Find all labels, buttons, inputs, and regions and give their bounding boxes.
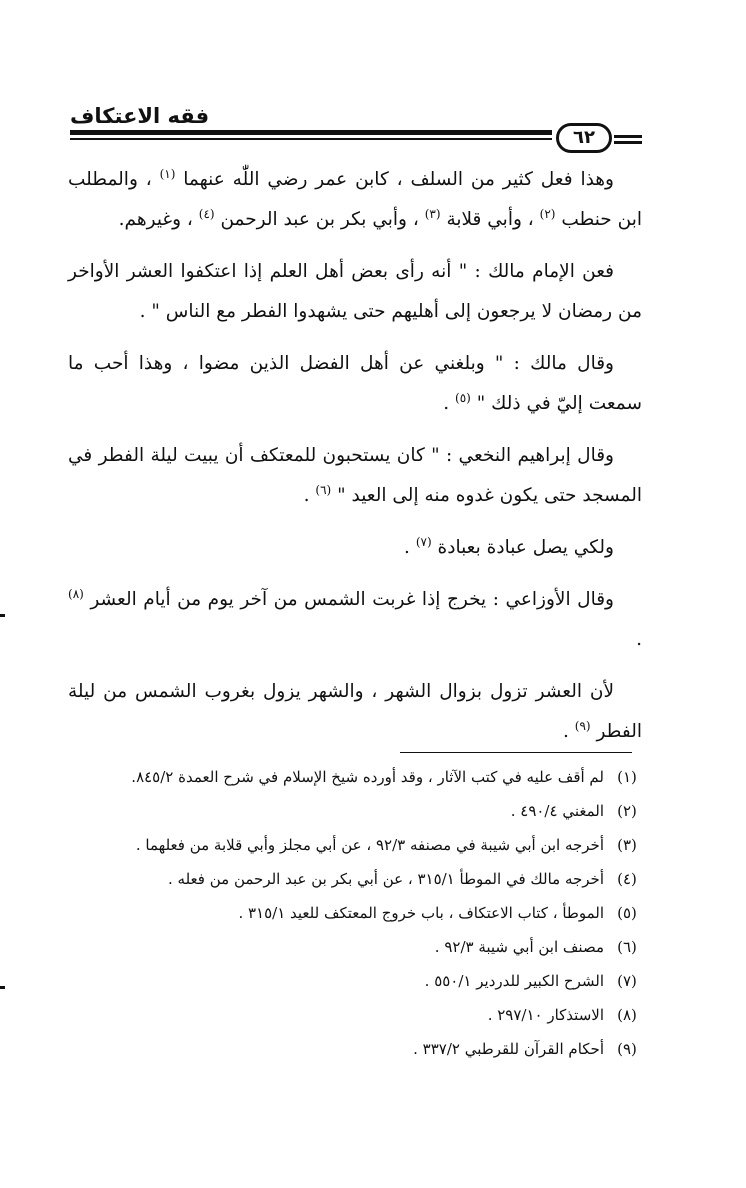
paragraph [68, 672, 642, 752]
footnote-number: (٣) [617, 836, 637, 854]
paragraph-text: وقال الأوزاعي : يخرج إذا غربت الشمس من آخر يوم من أيام العشر [90, 589, 614, 610]
paragraph-text: وهذا فعل كثير من السلف ، كابن عمر رضي اللّٰه عنهما [183, 169, 614, 190]
footnote-reference: (٢) [539, 206, 556, 221]
footnote-reference: (٩) [574, 718, 591, 733]
footnote-reference: (٣) [424, 206, 441, 221]
footnote [68, 896, 644, 930]
footnote-text: الموطأ ، كتاب الاعتكاف ، باب خروج المعتكف للعيد ٣١٥/١ . [238, 904, 604, 922]
footnote-text: مصنف ابن أبي شيبة ٩٢/٣ . [434, 938, 604, 956]
footnote [68, 964, 644, 998]
footnote-reference: (١) [159, 166, 176, 181]
header-rule [70, 130, 552, 135]
running-title: فقه الاعتكاف [70, 104, 210, 128]
paragraph-text: وقال إبراهيم النخعي : " كان يستحبون للمعتكف أن يبيت ليلة الفطر في المسجد حتى يكون غدوه منه إلى العيد " [68, 445, 642, 506]
footnote-reference: (٦) [315, 482, 332, 497]
footnote [68, 760, 644, 794]
paragraph-text: لأن العشر تزول بزوال الشهر ، والشهر يزول بغروب الشمس من ليلة الفطر [68, 681, 642, 742]
footnote [68, 828, 644, 862]
footnote-text: الشرح الكبير للدردير ٥٥٠/١ . [424, 972, 604, 990]
footnote-number: (٥) [617, 904, 637, 922]
footnote-number: (٦) [617, 938, 637, 956]
footnote-text: الاستذكار ٢٩٧/١٠ . [487, 1006, 604, 1024]
paragraph-end: . [636, 629, 642, 650]
paragraph-text: ، وغيرهم. [118, 209, 193, 230]
footnote-text: لم أقف عليه في كتب الآثار ، وقد أورده شيخ الإسلام في شرح العمدة ٨٤٥/٢. [131, 768, 604, 786]
header-rule-right [614, 135, 642, 138]
paragraph [68, 436, 642, 516]
footnote-text: أخرجه ابن أبي شيبة في مصنفه ٩٢/٣ ، عن أبي مجلز وأبي قلابة من فعلهما . [135, 836, 604, 854]
paragraph [68, 580, 642, 660]
footnote-number: (١) [617, 768, 637, 786]
paragraph [68, 528, 642, 568]
paragraph-end: . [443, 393, 450, 414]
footnote [68, 998, 644, 1032]
paragraph [68, 344, 642, 424]
footnote-separator [400, 752, 632, 753]
footnote-number: (٩) [617, 1040, 637, 1058]
paragraph-text: فعن الإمام مالك : " أنه رأى بعض أهل العلم إذا اعتكفوا العشر الأواخر من رمضان لا يرجعون إلى أهليهم حتى يشهدوا الفطر مع الناس " . [68, 261, 642, 322]
paragraph-end: . [303, 485, 310, 506]
paragraph [68, 252, 642, 332]
footnote-reference: (٥) [455, 390, 471, 405]
footnote-text: المغني ٤٩٠/٤ . [510, 802, 604, 820]
footnote-text: أحكام القرآن للقرطبي ٣٣٧/٢ . [413, 1040, 604, 1058]
header-rule-right-lower [614, 141, 642, 144]
footnote-number: (٧) [617, 972, 637, 990]
paragraph-text: ، وأبي بكر بن عبد الرحمن [220, 209, 419, 230]
footnote [68, 862, 644, 896]
page-number: ٦٢ [556, 123, 612, 153]
footnote [68, 794, 644, 828]
footnote-reference: (٤) [198, 206, 215, 221]
paragraph-text: وقال مالك : " وبلغني عن أهل الفضل الذين مضوا ، وهذا أحب ما سمعت إليّ في ذلك " [68, 353, 642, 414]
scan-edge-mark [0, 614, 5, 617]
paragraph-text: ، والمطلب ابن حنطب [68, 169, 642, 230]
paragraph [68, 160, 642, 240]
footnote [68, 1032, 644, 1066]
footnote-reference: (٧) [415, 534, 432, 549]
footnotes-list [68, 760, 644, 1066]
footnote-reference: (٨) [68, 586, 84, 601]
footnote [68, 930, 644, 964]
paragraph-text: ولكي يصل عبادة بعبادة [437, 537, 614, 558]
header-rule-thin [70, 138, 552, 140]
footnote-number: (٤) [617, 870, 637, 888]
footnote-number: (٨) [617, 1006, 637, 1024]
main-text [68, 160, 642, 764]
scan-edge-mark [0, 986, 5, 989]
paragraph-end: . [404, 537, 410, 558]
paragraph-text: ، وأبي قلابة [446, 209, 534, 230]
footnote-number: (٢) [617, 802, 637, 820]
paragraph-end: . [562, 721, 569, 742]
footnote-text: أخرجه مالك في الموطأ ٣١٥/١ ، عن أبي بكر بن عبد الرحمن من فعله . [168, 870, 604, 888]
